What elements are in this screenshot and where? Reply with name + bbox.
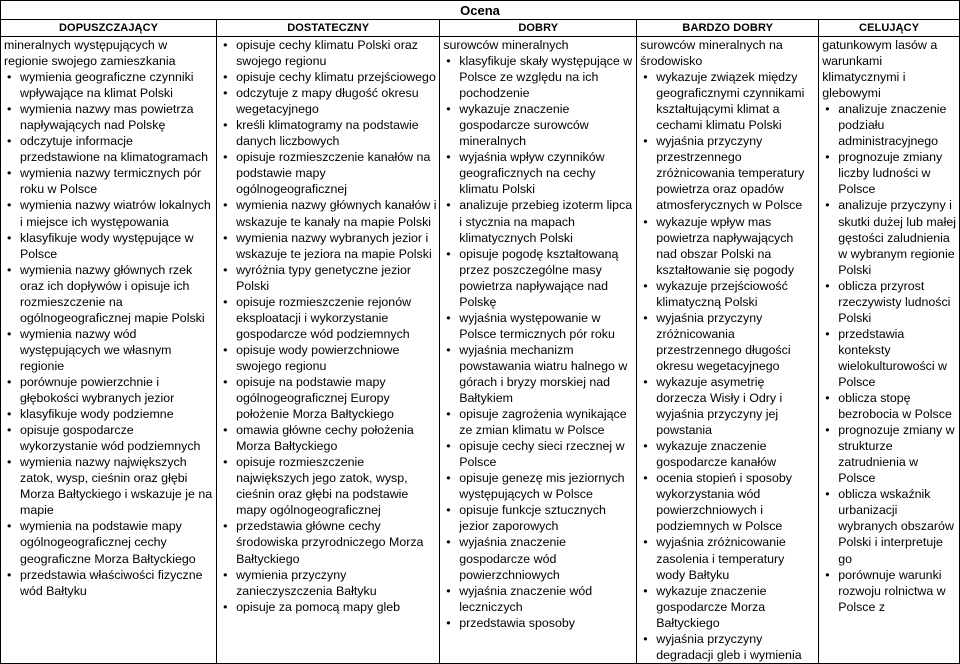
requirement-text: porównuje powierzchnie i głębokości wybranych jezior: [20, 374, 175, 406]
requirement-text: surowców mineralnych: [443, 38, 569, 52]
requirement-text: analizuje znaczenie podziału administracyjnego: [838, 102, 947, 149]
requirement-text: klasyfikuje wody podziemne: [20, 407, 174, 422]
requirement-text: wyjaśnia wpływ czynników geograficznych na cechy klimatu Polski: [459, 150, 605, 197]
bullet-icon: •: [446, 198, 451, 213]
bullet-icon: •: [825, 198, 830, 213]
bullet-icon: •: [223, 262, 228, 277]
requirement-text: wykazuje znaczenie gospodarcze Morza Bałtyckiego: [656, 583, 767, 630]
requirement-text: opisuje za pomocą mapy gleb: [236, 599, 401, 614]
requirement-text: wykazuje znaczenie gospodarcze surowców mineralnych: [459, 102, 589, 149]
header-dobry: DOBRY: [440, 20, 637, 37]
bullet-icon: •: [7, 423, 12, 438]
requirement-text: kreśli klimatogramy na podstawie danych liczbowych: [236, 118, 419, 149]
bullet-icon: •: [223, 567, 228, 582]
requirement-item: [443, 310, 634, 342]
requirement-item: [443, 149, 634, 197]
requirement-text: odczytuje z mapy długość okresu wegetacyjnego: [236, 86, 419, 117]
requirement-continuation: [4, 37, 214, 69]
requirement-item: [443, 470, 634, 502]
requirement-text: wykazuje związek między geograficznymi czynnikami kształtującymi klimat a cechami klimatu Polski: [656, 70, 805, 133]
requirement-item: [220, 85, 437, 117]
requirement-item: [640, 133, 816, 213]
bullet-icon: •: [7, 567, 12, 582]
bullet-icon: •: [446, 150, 451, 165]
requirement-text: opisuje rozmieszczenie największych jego zatok, wysp, cieśnin oraz głębi na podstawie mapy ogólnogeograficznej: [236, 455, 409, 518]
requirement-text: ocenia stopień i sposoby wykorzystania wód powierzchniowych i podziemnych w Polsce: [656, 471, 792, 534]
requirement-text: wymienia nazwy największych zatok, wysp, cieśnin oraz głębi Morza Bałtyckiego i wskazuje je na mapie: [20, 455, 213, 518]
bullet-icon: •: [825, 150, 830, 165]
requirement-text: wyjaśnia znaczenie wód leczniczych: [459, 583, 593, 614]
requirement-text: wyjaśnia przyczyny degradacji gleb i wymienia: [656, 631, 802, 662]
bullet-icon: •: [223, 70, 228, 85]
bullet-icon: •: [446, 503, 451, 518]
requirement-text: wymienia nazwy mas powietrza napływających nad Polskę: [20, 102, 194, 133]
requirement-item: [443, 438, 634, 470]
bullet-icon: •: [223, 118, 228, 133]
bullet-icon: •: [223, 230, 228, 245]
column-bardzo-dobry: [637, 37, 819, 664]
requirement-item: [640, 214, 816, 278]
requirement-item: [4, 133, 214, 165]
requirement-item: [220, 374, 437, 422]
requirement-item: [4, 101, 214, 133]
requirement-continuation: [443, 37, 634, 53]
requirement-text: klasyfikuje wody występujące w Polsce: [20, 230, 194, 261]
requirement-text: przedstawia główne cechy środowiska przyrodniczego Morza Bałtyckiego: [236, 519, 424, 566]
requirement-item: [443, 406, 634, 438]
requirement-text: przedstawia właściwości fizyczne wód Bałtyku: [20, 567, 203, 598]
requirement-text: opisuje genezę mis jeziornych występujących w Polsce: [459, 471, 625, 502]
bullet-icon: •: [446, 439, 451, 454]
bullet-icon: •: [643, 583, 648, 598]
requirement-item: [443, 615, 634, 631]
requirement-item: [822, 197, 957, 277]
requirement-text: wymienia na podstawie mapy ogólnogeograficznej cechy geograficzne Morza Bałtyckiego: [20, 519, 196, 566]
requirement-item: [4, 262, 214, 326]
bullet-icon: •: [643, 134, 648, 149]
header-dopuszczajacy: DOPUSZCZAJĄCY: [1, 20, 217, 37]
requirement-text: wymienia przyczyny zanieczyszczenia Bałtyku: [236, 567, 377, 598]
bullet-icon: •: [446, 342, 451, 357]
bullet-icon: •: [7, 70, 12, 85]
requirement-item: [220, 342, 437, 374]
bullet-icon: •: [7, 230, 12, 245]
requirement-text: analizuje przyczyny i skutki dużej lub małej gęstości zaludnienia w wybranym regionie Polski: [838, 198, 956, 277]
bullet-icon: •: [446, 471, 451, 486]
requirement-item: [4, 230, 214, 262]
requirement-item: [822, 278, 957, 326]
header-bardzo-dobry: BARDZO DOBRY: [637, 20, 819, 37]
requirement-text: gatunkowym lasów a warunkami klimatycznymi i glebowymi: [822, 38, 938, 101]
requirement-item: [443, 502, 634, 534]
requirement-item: [640, 310, 816, 374]
bullet-icon: •: [825, 487, 830, 502]
requirement-text: wyjaśnia znaczenie gospodarcze wód powierzchniowych: [459, 535, 567, 582]
requirement-item: [4, 567, 214, 599]
requirement-item: [443, 53, 634, 101]
requirement-text: wykazuje znaczenie gospodarcze kanałów: [656, 439, 777, 470]
bullet-icon: •: [223, 519, 228, 534]
requirement-item: [443, 583, 634, 615]
requirement-item: [220, 262, 437, 294]
requirement-text: omawia główne cechy położenia Morza Bałtyckiego: [236, 423, 414, 454]
requirement-item: [443, 101, 634, 149]
column-dopuszczajacy: [1, 37, 217, 664]
bullet-icon: •: [643, 70, 648, 85]
requirement-item: [220, 422, 437, 454]
bullet-icon: •: [643, 278, 648, 293]
requirement-text: odczytuje informacje przedstawione na klimatogramach: [20, 134, 209, 165]
requirement-text: wymienia nazwy wybranych jezior i wskazuje te jeziora na mapie Polski: [236, 230, 432, 261]
bullet-icon: •: [446, 102, 451, 117]
bullet-icon: •: [223, 294, 228, 309]
requirement-item: [640, 470, 816, 534]
bullet-icon: •: [643, 439, 648, 454]
requirement-text: opisuje funkcje sztucznych jezior zaporowych: [459, 503, 606, 534]
requirement-item: [822, 567, 957, 615]
column-dobry: [440, 37, 637, 664]
requirement-item: [640, 438, 816, 470]
bullet-icon: •: [825, 423, 830, 438]
requirement-item: [220, 230, 437, 262]
requirement-item: [220, 518, 437, 566]
requirement-text: analizuje przebieg izoterm lipca i stycznia na mapach klimatycznych Polski: [459, 198, 633, 245]
requirement-text: oblicza wskaźnik urbanizacji wybranych obszarów Polski i interpretuje go: [838, 487, 954, 566]
bullet-icon: •: [7, 102, 12, 117]
bullet-icon: •: [7, 262, 12, 277]
requirement-text: wyjaśnia występowanie w Polsce termicznych pór roku: [459, 310, 615, 341]
bullet-icon: •: [7, 326, 12, 341]
requirement-item: [443, 534, 634, 582]
bullet-icon: •: [223, 198, 228, 213]
bullet-icon: •: [7, 134, 12, 149]
requirement-text: opisuje zagrożenia wynikające ze zmian klimatu w Polsce: [459, 407, 627, 438]
bullet-icon: •: [825, 102, 830, 117]
bullet-icon: •: [223, 423, 228, 438]
requirement-text: wymienia nazwy głównych kanałów i wskazuje te kanały na mapie Polski: [236, 198, 437, 229]
requirement-text: prognozuje zmiany w strukturze zatrudnienia w Polsce: [838, 423, 955, 486]
requirement-item: [640, 374, 816, 438]
table-title: Ocena: [1, 1, 960, 20]
requirement-item: [220, 69, 437, 85]
bullet-icon: •: [643, 535, 648, 550]
requirement-item: [822, 422, 957, 486]
requirement-continuation: [822, 37, 957, 101]
requirement-text: opisuje cechy klimatu Polski oraz swojego regionu: [236, 38, 418, 69]
requirement-item: [220, 599, 437, 615]
requirement-text: surowców mineralnych na środowisko: [640, 38, 783, 69]
bullet-icon: •: [446, 615, 451, 630]
requirement-text: prognozuje zmiany liczby ludności w Polsce: [838, 150, 943, 197]
requirement-item: [4, 454, 214, 518]
bullet-icon: •: [7, 374, 12, 389]
requirement-item: [822, 390, 957, 422]
requirement-continuation: [640, 37, 816, 69]
requirement-text: oblicza stopę bezrobocia w Polsce: [838, 391, 952, 422]
bullet-icon: •: [446, 54, 451, 69]
header-dostateczny: DOSTATECZNY: [217, 20, 440, 37]
requirement-item: [4, 197, 214, 229]
requirement-item: [220, 454, 437, 518]
requirement-item: [822, 101, 957, 149]
requirement-text: mineralnych występujących w regionie swojego zamieszkania: [4, 38, 176, 69]
bullet-icon: •: [643, 631, 648, 646]
bullet-icon: •: [446, 246, 451, 261]
requirement-item: [640, 631, 816, 663]
bullet-icon: •: [446, 583, 451, 598]
bullet-icon: •: [643, 471, 648, 486]
requirement-item: [220, 197, 437, 229]
requirement-item: [4, 406, 214, 422]
requirement-text: opisuje cechy sieci rzecznej w Polsce: [459, 439, 625, 470]
requirement-item: [220, 294, 437, 342]
bullet-icon: •: [7, 519, 12, 534]
header-celujacy: CELUJĄCY: [819, 20, 960, 37]
bullet-icon: •: [223, 150, 228, 165]
requirement-text: opisuje rozmieszczenie rejonów eksploatacji i wykorzystanie gospodarcze wód podziemnych: [236, 294, 412, 341]
bullet-icon: •: [223, 455, 228, 470]
requirement-text: wymienia geograficzne czynniki wpływające na klimat Polski: [20, 70, 194, 101]
requirement-text: wymienia nazwy głównych rzek oraz ich dopływów i opisuje ich rozmieszczenie na ogólnogeograficznej mapie Polski: [20, 262, 205, 325]
requirement-text: przedstawia sposoby: [459, 615, 575, 630]
requirement-item: [443, 197, 634, 245]
requirement-item: [220, 37, 437, 69]
requirement-text: opisuje wody powierzchniowe swojego regionu: [236, 342, 400, 373]
requirement-text: opisuje rozmieszczenie kanałów na podstawie mapy ogólnogeograficznej: [236, 150, 431, 197]
bullet-icon: •: [643, 310, 648, 325]
requirement-text: wykazuje przejściowość klimatyczną Polski: [656, 278, 788, 309]
requirement-item: [822, 326, 957, 390]
requirement-text: wyjaśnia przyczyny zróżnicowania przestrzennego długości okresu wegetacyjnego: [656, 310, 791, 373]
bullet-icon: •: [223, 342, 228, 357]
requirement-item: [443, 246, 634, 310]
requirement-item: [640, 534, 816, 582]
requirement-text: wyróżnia typy genetyczne jezior Polski: [236, 262, 412, 293]
requirement-item: [4, 69, 214, 101]
requirement-item: [4, 165, 214, 197]
requirement-text: porównuje warunki rozwoju rolnictwa w Polsce z: [838, 567, 946, 614]
requirement-text: wymienia nazwy wód występujących we własnym regionie: [20, 326, 172, 373]
requirement-item: [822, 149, 957, 197]
bullet-icon: •: [446, 407, 451, 422]
bullet-icon: •: [223, 38, 228, 52]
bullet-icon: •: [643, 214, 648, 229]
bullet-icon: •: [825, 391, 830, 406]
requirement-item: [4, 326, 214, 374]
bullet-icon: •: [7, 198, 12, 213]
requirement-item: [640, 583, 816, 631]
bullet-icon: •: [825, 567, 830, 582]
bullet-icon: •: [223, 599, 228, 614]
requirement-item: [220, 117, 437, 149]
bullet-icon: •: [825, 326, 830, 341]
requirement-item: [220, 149, 437, 197]
bullet-icon: •: [7, 407, 12, 422]
bullet-icon: •: [223, 86, 228, 101]
requirement-text: opisuje pogodę kształtowaną przez poszczególne masy powietrza napływające nad Polskę: [459, 246, 619, 309]
requirement-item: [640, 278, 816, 310]
requirement-text: wykazuje asymetrię dorzecza Wisły i Odry i wyjaśnia przyczyny jej powstania: [656, 374, 783, 438]
column-celujacy: [819, 37, 960, 664]
requirement-text: wyjaśnia zróżnicowanie zasolenia i temperatury wody Bałtyku: [656, 535, 786, 582]
requirement-item: [443, 342, 634, 406]
bullet-icon: •: [7, 455, 12, 470]
bullet-icon: •: [7, 166, 12, 181]
requirement-text: wyjaśnia mechanizm powstawania wiatru halnego w górach i bryzy morskiej nad Bałtykiem: [459, 342, 628, 406]
bullet-icon: •: [446, 535, 451, 550]
requirement-text: opisuje gospodarcze wykorzystanie wód podziemnych: [20, 423, 201, 454]
bullet-icon: •: [825, 278, 830, 293]
requirement-text: wyjaśnia przyczyny przestrzennego zróżnicowania temperatury powietrza oraz opadów atmosferycznych w Polsce: [656, 134, 805, 213]
requirement-text: opisuje cechy klimatu przejściowego: [236, 70, 436, 85]
requirement-item: [4, 518, 214, 566]
requirement-item: [4, 422, 214, 454]
requirement-item: [822, 486, 957, 566]
requirement-item: [4, 374, 214, 406]
column-dostateczny: [217, 37, 440, 664]
requirement-text: przedstawia konteksty wielokulturowości w Polsce: [838, 326, 948, 389]
requirement-item: [220, 567, 437, 599]
requirement-text: oblicza przyrost rzeczywisty ludności Polski: [838, 278, 951, 325]
bullet-icon: •: [446, 310, 451, 325]
requirement-text: wymienia nazwy wiatrów lokalnych i miejsce ich występowania: [20, 198, 211, 229]
bullet-icon: •: [223, 374, 228, 389]
requirement-text: klasyfikuje skały występujące w Polsce ze względu na ich pochodzenie: [459, 54, 633, 101]
requirement-item: [640, 69, 816, 133]
requirement-text: wykazuje wpływ mas powietrza napływających nad obszar Polski na kształtowanie się pogody: [656, 214, 795, 277]
bullet-icon: •: [643, 374, 648, 389]
requirement-text: wymienia nazwy termicznych pór roku w Polsce: [20, 166, 202, 197]
requirement-text: opisuje na podstawie mapy ogólnogeograficznej Europy położenie Morza Bałtyckiego: [236, 374, 394, 422]
